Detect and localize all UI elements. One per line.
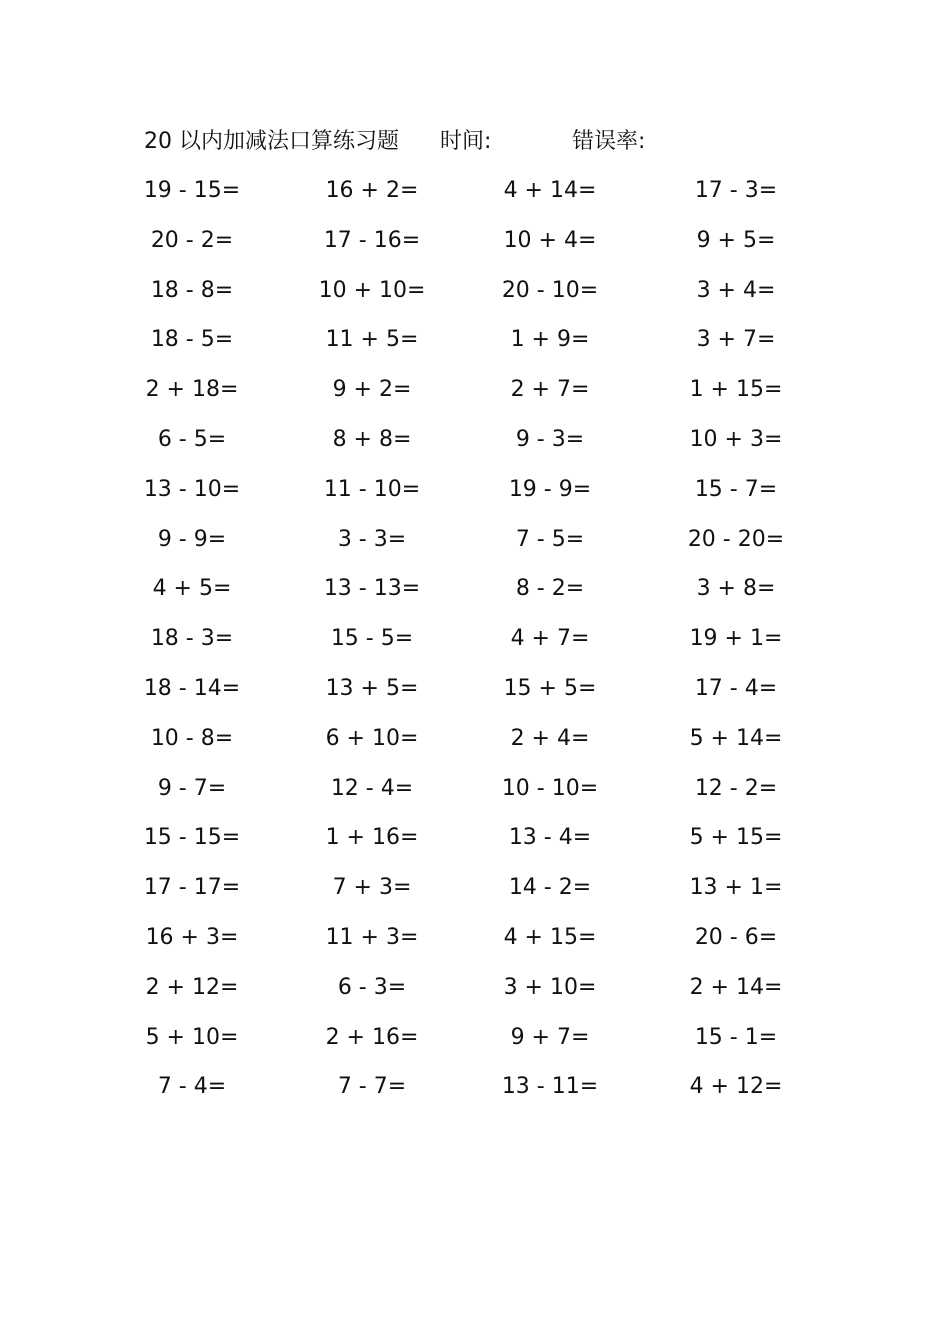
problem-row — [0, 425, 950, 475]
problem-row — [0, 375, 950, 425]
math-problem: 13 + 5= — [325, 675, 419, 701]
math-problem: 3 - 3= — [337, 526, 407, 552]
math-problem: 15 - 1= — [694, 1024, 778, 1050]
math-problem: 13 - 10= — [143, 476, 241, 502]
math-problem: 8 + 8= — [332, 426, 412, 452]
math-problem: 20 - 20= — [687, 526, 785, 552]
math-problem: 6 + 10= — [325, 725, 419, 751]
math-problem: 3 + 7= — [696, 327, 776, 353]
problem-row — [0, 325, 950, 375]
math-problem: 17 - 17= — [143, 875, 241, 901]
math-problem: 12 - 4= — [330, 775, 414, 801]
math-problem: 9 - 9= — [157, 526, 227, 552]
math-problem: 13 + 1= — [689, 875, 783, 901]
math-problem: 17 - 3= — [694, 178, 778, 203]
problem-row — [0, 973, 950, 1023]
worksheet-header — [144, 126, 844, 158]
math-problem: 19 - 15= — [143, 178, 241, 203]
math-problem: 7 + 3= — [332, 875, 412, 901]
math-problem: 4 + 14= — [503, 178, 597, 203]
math-problem: 7 - 5= — [515, 526, 585, 552]
math-problem: 2 + 4= — [510, 725, 590, 751]
math-problem: 18 - 3= — [150, 626, 234, 652]
math-problem: 18 - 5= — [150, 327, 234, 353]
math-problem: 7 - 7= — [337, 1074, 407, 1100]
math-problem: 2 + 7= — [510, 377, 590, 403]
problem-row — [0, 624, 950, 674]
math-problem: 2 + 12= — [145, 974, 239, 1000]
math-problem: 17 - 4= — [694, 675, 778, 701]
problem-row — [0, 176, 950, 226]
math-problem: 16 + 3= — [145, 924, 239, 950]
math-problem: 4 + 7= — [510, 626, 590, 652]
math-problem: 19 - 9= — [508, 476, 592, 502]
math-problem: 1 + 16= — [325, 825, 419, 851]
math-problem: 18 - 8= — [150, 277, 234, 303]
math-problem: 6 - 3= — [337, 974, 407, 1000]
problem-row — [0, 873, 950, 923]
problem-row — [0, 674, 950, 724]
problem-row — [0, 475, 950, 525]
math-problem: 6 - 5= — [157, 426, 227, 452]
problem-row — [0, 774, 950, 824]
math-problem: 15 + 5= — [503, 675, 597, 701]
math-problem: 12 - 2= — [694, 775, 778, 801]
math-problem: 9 + 2= — [332, 377, 412, 403]
math-problem: 8 - 2= — [515, 576, 585, 602]
math-problem: 9 + 5= — [696, 227, 776, 253]
math-problem: 15 - 15= — [143, 825, 241, 851]
math-problem: 20 - 10= — [501, 277, 599, 303]
problem-row — [0, 724, 950, 774]
math-problem: 3 + 10= — [503, 974, 597, 1000]
problem-row — [0, 525, 950, 575]
math-problem: 13 - 13= — [323, 576, 421, 602]
math-problem: 10 - 10= — [501, 775, 599, 801]
math-problem: 2 + 14= — [689, 974, 783, 1000]
math-problem: 9 - 7= — [157, 775, 227, 801]
problem-row — [0, 823, 950, 873]
math-problem: 15 - 7= — [694, 476, 778, 502]
math-problem: 5 + 15= — [689, 825, 783, 851]
problem-row — [0, 574, 950, 624]
time-label: 时间: — [440, 129, 492, 154]
math-problem: 14 - 2= — [508, 875, 592, 901]
math-problem: 20 - 2= — [150, 227, 234, 253]
math-problem: 19 + 1= — [689, 626, 783, 652]
math-problem: 20 - 6= — [694, 924, 778, 950]
math-problem: 17 - 16= — [323, 227, 421, 253]
math-problem: 5 + 14= — [689, 725, 783, 751]
math-problem: 5 + 10= — [145, 1024, 239, 1050]
math-problem: 11 + 5= — [325, 327, 419, 353]
math-problem: 15 - 5= — [330, 626, 414, 652]
math-problem: 13 - 11= — [501, 1074, 599, 1100]
math-problem: 10 - 8= — [150, 725, 234, 751]
problem-row — [0, 226, 950, 276]
math-problem: 2 + 18= — [145, 377, 239, 403]
error-rate-label: 错误率: — [572, 129, 646, 154]
math-problem: 4 + 15= — [503, 924, 597, 950]
math-problem: 4 + 12= — [689, 1074, 783, 1100]
math-problem: 1 + 15= — [689, 377, 783, 403]
math-problem: 10 + 3= — [689, 426, 783, 452]
math-problem: 1 + 9= — [510, 327, 590, 353]
math-problem: 7 - 4= — [157, 1074, 227, 1100]
math-problem: 16 + 2= — [325, 178, 419, 203]
math-problem: 9 + 7= — [510, 1024, 590, 1050]
math-problem: 10 + 4= — [503, 227, 597, 253]
math-problem: 9 - 3= — [515, 426, 585, 452]
problem-grid — [0, 176, 950, 1122]
math-problem: 10 + 10= — [318, 277, 426, 303]
problem-row — [0, 1072, 950, 1122]
math-problem: 13 - 4= — [508, 825, 592, 851]
math-problem: 3 + 4= — [696, 277, 776, 303]
problem-row — [0, 1023, 950, 1073]
problem-row — [0, 923, 950, 973]
math-problem: 2 + 16= — [325, 1024, 419, 1050]
math-problem: 4 + 5= — [152, 576, 232, 602]
problem-row — [0, 276, 950, 326]
math-problem: 18 - 14= — [143, 675, 241, 701]
math-problem: 11 + 3= — [325, 924, 419, 950]
worksheet-title: 20 以内加减法口算练习题 — [144, 129, 399, 154]
math-problem: 11 - 10= — [323, 476, 421, 502]
math-problem: 3 + 8= — [696, 576, 776, 602]
